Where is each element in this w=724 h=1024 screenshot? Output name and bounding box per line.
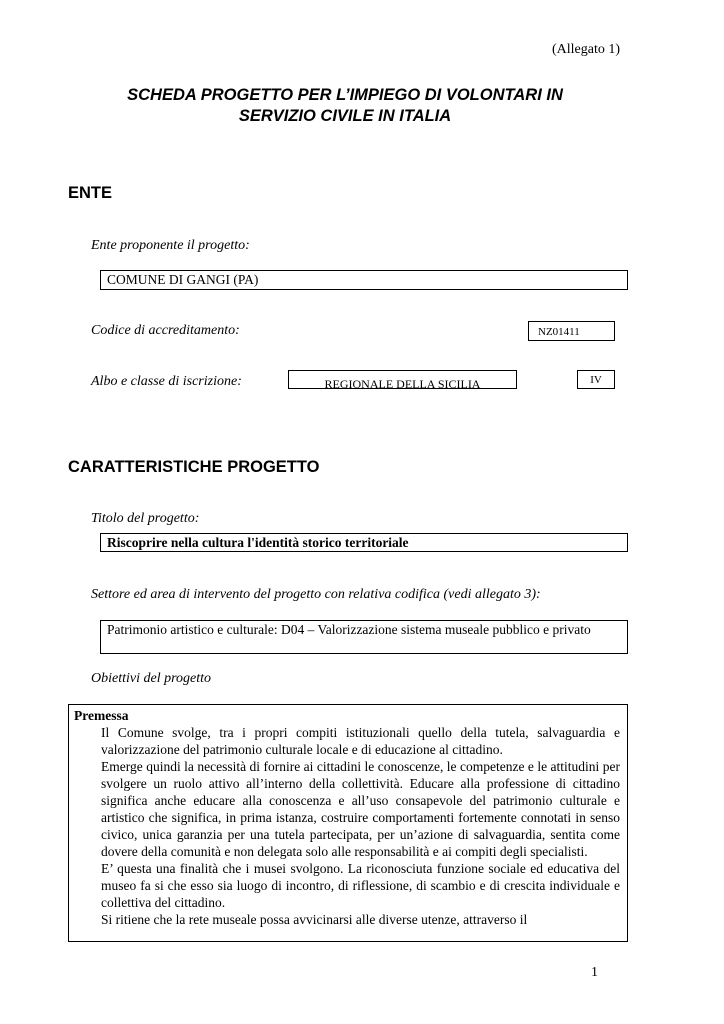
settore-area-field: Patrimonio artistico e culturale: D04 – Valorizzazione sistema museale pubblico e privato bbox=[100, 620, 628, 654]
allegato-label: (Allegato 1) bbox=[551, 42, 620, 57]
premessa-title: Premessa bbox=[74, 708, 129, 723]
classe-field: IV bbox=[577, 370, 615, 389]
albo-classe-label: Albo e classe di iscrizione: bbox=[91, 374, 242, 389]
premessa-paragraph: Si ritiene che la rete museale possa avvicinarsi alle diverse utenze, attraverso il bbox=[101, 912, 528, 927]
settore-area-label: Settore ed area di intervento del progetto con relativa codifica (vedi allegato 3): bbox=[91, 587, 541, 602]
title-line-1: SCHEDA PROGETTO PER L’IMPIEGO DI VOLONTARI IN bbox=[127, 86, 563, 104]
premessa-paragraph: Emerge quindi la necessità di fornire ai cittadini le conoscenze, le competenze e le attitudini per svolgere un ruolo attivo all’interno della collettività. Educare alla professione di cittadino significa anche educare alla conoscenza e all’uso consapevole del patrimonio culturale e artistico che significa, in prima istanza, costruire comportamenti fortemente connotati in senso civico, unica garanzia per una tutela partecipata, per un’azione di salvaguardia, sentita come dovere della comunità e non delegata solo alle responsabilità e ai compiti degli specialisti. bbox=[101, 759, 620, 859]
codice-accreditamento-field: NZ01411 bbox=[528, 321, 615, 341]
title-line-2: SERVIZIO CIVILE IN ITALIA bbox=[238, 107, 452, 125]
page-number: 1 bbox=[591, 965, 598, 980]
section-heading-caratteristiche: CARATTERISTICHE PROGETTO bbox=[68, 458, 320, 476]
premessa-paragraph: Il Comune svolge, tra i propri compiti istituzionali quello della tutela, salvaguardia e valorizzazione del patrimonio culturale locale e di educazione al cittadino. bbox=[101, 725, 620, 757]
ente-proponente-field: COMUNE DI GANGI (PA) bbox=[100, 270, 628, 290]
premessa-paragraph: E’ questa una finalità che i musei svolgono. La riconosciuta funzione sociale ed educativa del museo fa si che esso sia luogo di incontro, di riflessione, di scambio e di crescita individuale e collettiva del cittadino. bbox=[101, 861, 620, 910]
titolo-progetto-label: Titolo del progetto: bbox=[91, 511, 200, 526]
section-heading-ente: ENTE bbox=[68, 184, 113, 202]
obiettivi-box bbox=[68, 704, 628, 942]
obiettivi-label: Obiettivi del progetto bbox=[91, 671, 212, 686]
albo-field: REGIONALE DELLA SICILIA bbox=[288, 370, 517, 389]
titolo-progetto-field: Riscoprire nella cultura l'identità storico territoriale bbox=[100, 533, 628, 552]
ente-proponente-label: Ente proponente il progetto: bbox=[91, 238, 250, 253]
codice-accreditamento-label: Codice di accreditamento: bbox=[91, 323, 240, 338]
document-title bbox=[0, 85, 690, 127]
